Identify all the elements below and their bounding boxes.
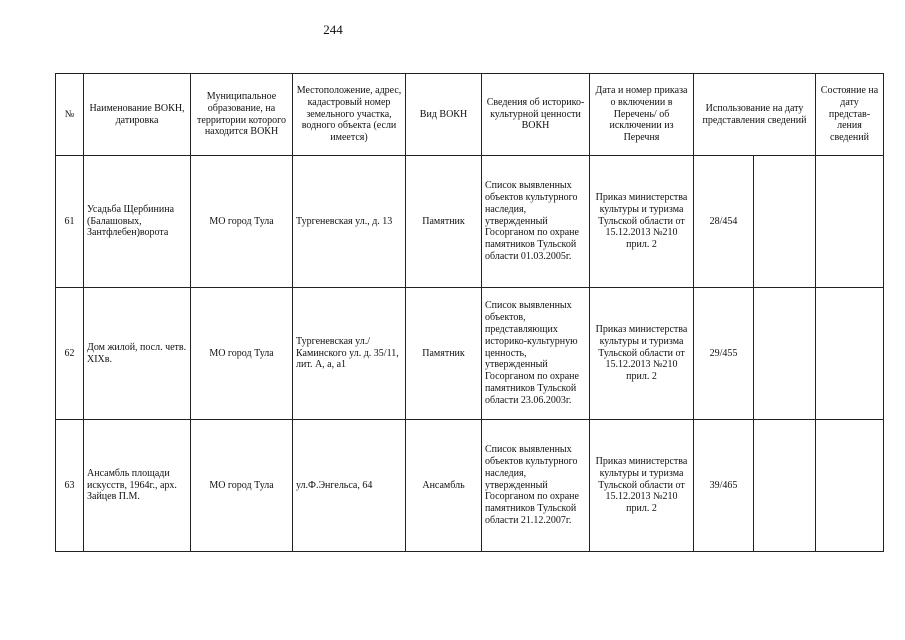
row-usage-extra <box>754 288 816 420</box>
table-header-row <box>56 74 884 156</box>
row-type: Памятник <box>406 156 482 288</box>
table-row <box>56 420 884 552</box>
row-order: Приказ министерства культуры и туризма Тульской области от 15.12.2013 №210 прил. 2 <box>590 156 694 288</box>
row-value: Список выявленных объектов, представляющих историко-культурную ценность, утвержденный Госорганом по охране памятников Тульской области 23.06.2003г. <box>482 288 590 420</box>
row-name: Усадьба Щербинина (Балашовых, Зантфлебен)ворота <box>84 156 191 288</box>
header-order: Дата и номер приказа о включении в Перечень/ об исключении из Перечня <box>590 74 694 156</box>
row-type: Ансамбль <box>406 420 482 552</box>
row-num: 63 <box>56 420 84 552</box>
row-usage-code: 29/455 <box>694 288 754 420</box>
header-municipality: Муниципальное образование, на территории которого находится ВОКН <box>191 74 293 156</box>
header-name: Наименование ВОКН, датировка <box>84 74 191 156</box>
row-order: Приказ министерства культуры и туризма Тульской области от 15.12.2013 №210 прил. 2 <box>590 420 694 552</box>
row-num: 61 <box>56 156 84 288</box>
heritage-table <box>55 73 884 552</box>
header-state: Состояние на дату представ-ления сведений <box>816 74 884 156</box>
table-row <box>56 156 884 288</box>
header-location: Местоположение, адрес, кадастровый номер земельного участка, водного объекта (если имеется) <box>293 74 406 156</box>
row-usage-code: 28/454 <box>694 156 754 288</box>
row-value: Список выявленных объектов культурного наследия, утвержденный Госорганом по охране памятников Тульской области 01.03.2005г. <box>482 156 590 288</box>
row-location: Тургеневская ул./Каминского ул. д. 35/11, лит. А, а, а1 <box>293 288 406 420</box>
row-state <box>816 156 884 288</box>
row-state <box>816 288 884 420</box>
row-name: Ансамбль площади искусств, 1964г., арх. Зайцев П.М. <box>84 420 191 552</box>
header-num: № <box>56 74 84 156</box>
row-location: Тургеневская ул., д. 13 <box>293 156 406 288</box>
table-row <box>56 288 884 420</box>
row-state <box>816 420 884 552</box>
row-type: Памятник <box>406 288 482 420</box>
header-usage: Использование на дату представления сведений <box>694 74 816 156</box>
row-municipality: МО город Тула <box>191 288 293 420</box>
row-usage-code: 39/465 <box>694 420 754 552</box>
row-usage-extra <box>754 156 816 288</box>
row-municipality: МО город Тула <box>191 156 293 288</box>
row-location: ул.Ф.Энгельса, 64 <box>293 420 406 552</box>
row-municipality: МО город Тула <box>191 420 293 552</box>
page-number: 244 <box>323 22 343 37</box>
row-value: Список выявленных объектов культурного наследия, утвержденный Госорганом по охране памятников Тульской области 21.12.2007г. <box>482 420 590 552</box>
row-num: 62 <box>56 288 84 420</box>
header-value: Сведения об историко-культурной ценности ВОКН <box>482 74 590 156</box>
row-usage-extra <box>754 420 816 552</box>
header-type: Вид ВОКН <box>406 74 482 156</box>
row-order: Приказ министерства культуры и туризма Тульской области от 15.12.2013 №210 прил. 2 <box>590 288 694 420</box>
row-name: Дом жилой, посл. четв. XIXв. <box>84 288 191 420</box>
